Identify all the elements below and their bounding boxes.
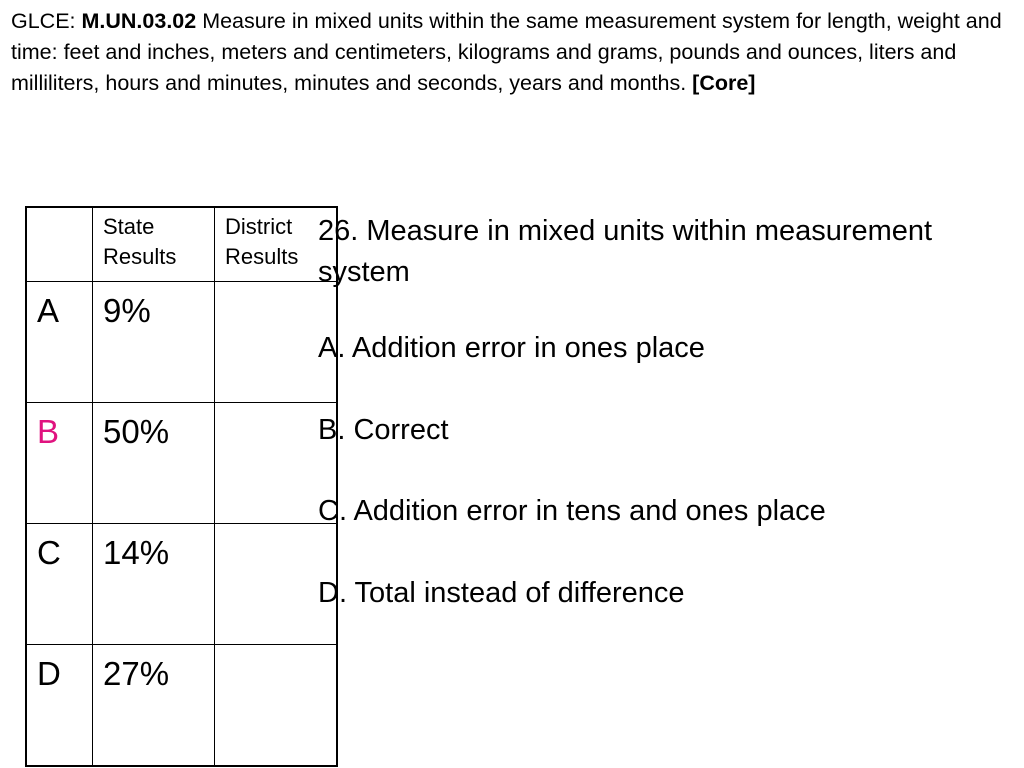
row-state-value: 27%	[93, 645, 215, 767]
row-state-value: 50%	[93, 403, 215, 524]
header-state-line1: State	[103, 214, 155, 239]
glce-core-tag: [Core]	[692, 71, 756, 95]
row-letter: C	[26, 524, 93, 645]
results-table	[25, 206, 338, 767]
header-district-line2: Results	[225, 244, 299, 269]
row-letter: D	[26, 645, 93, 767]
row-letter: B	[26, 403, 93, 524]
glce-description: Measure in mixed units within the same measurement system for length, weight and time: feet and inches, meters and centimeters, kilograms and grams, pounds and ounces, liters and milliliters, hours and minutes, minutes and seconds, years and months.	[11, 9, 1002, 95]
answer-option-d: D. Total instead of difference	[318, 577, 685, 609]
header-state-results	[93, 207, 215, 282]
header-district-line1: District	[225, 214, 293, 239]
question-block	[318, 211, 1008, 609]
header-state-line2: Results	[103, 244, 177, 269]
table-row	[26, 645, 337, 767]
table-row	[26, 282, 337, 403]
row-letter: A	[26, 282, 93, 403]
row-state-value: 9%	[93, 282, 215, 403]
glce-standard-text	[11, 6, 1016, 99]
answer-option-b: B. Correct	[318, 414, 449, 446]
question-title: 26. Measure in mixed units within measurement system	[318, 215, 933, 288]
answer-option-c: C. Addition error in tens and ones place	[318, 495, 826, 527]
glce-prefix: GLCE:	[11, 9, 82, 33]
header-letter-cell	[26, 207, 93, 282]
table-header-row	[26, 207, 337, 282]
table-row	[26, 524, 337, 645]
table-row	[26, 403, 337, 524]
glce-code: M.UN.03.02	[81, 9, 197, 33]
answer-option-a: A. Addition error in ones place	[318, 332, 705, 364]
row-state-value: 14%	[93, 524, 215, 645]
row-district-value	[215, 645, 338, 767]
